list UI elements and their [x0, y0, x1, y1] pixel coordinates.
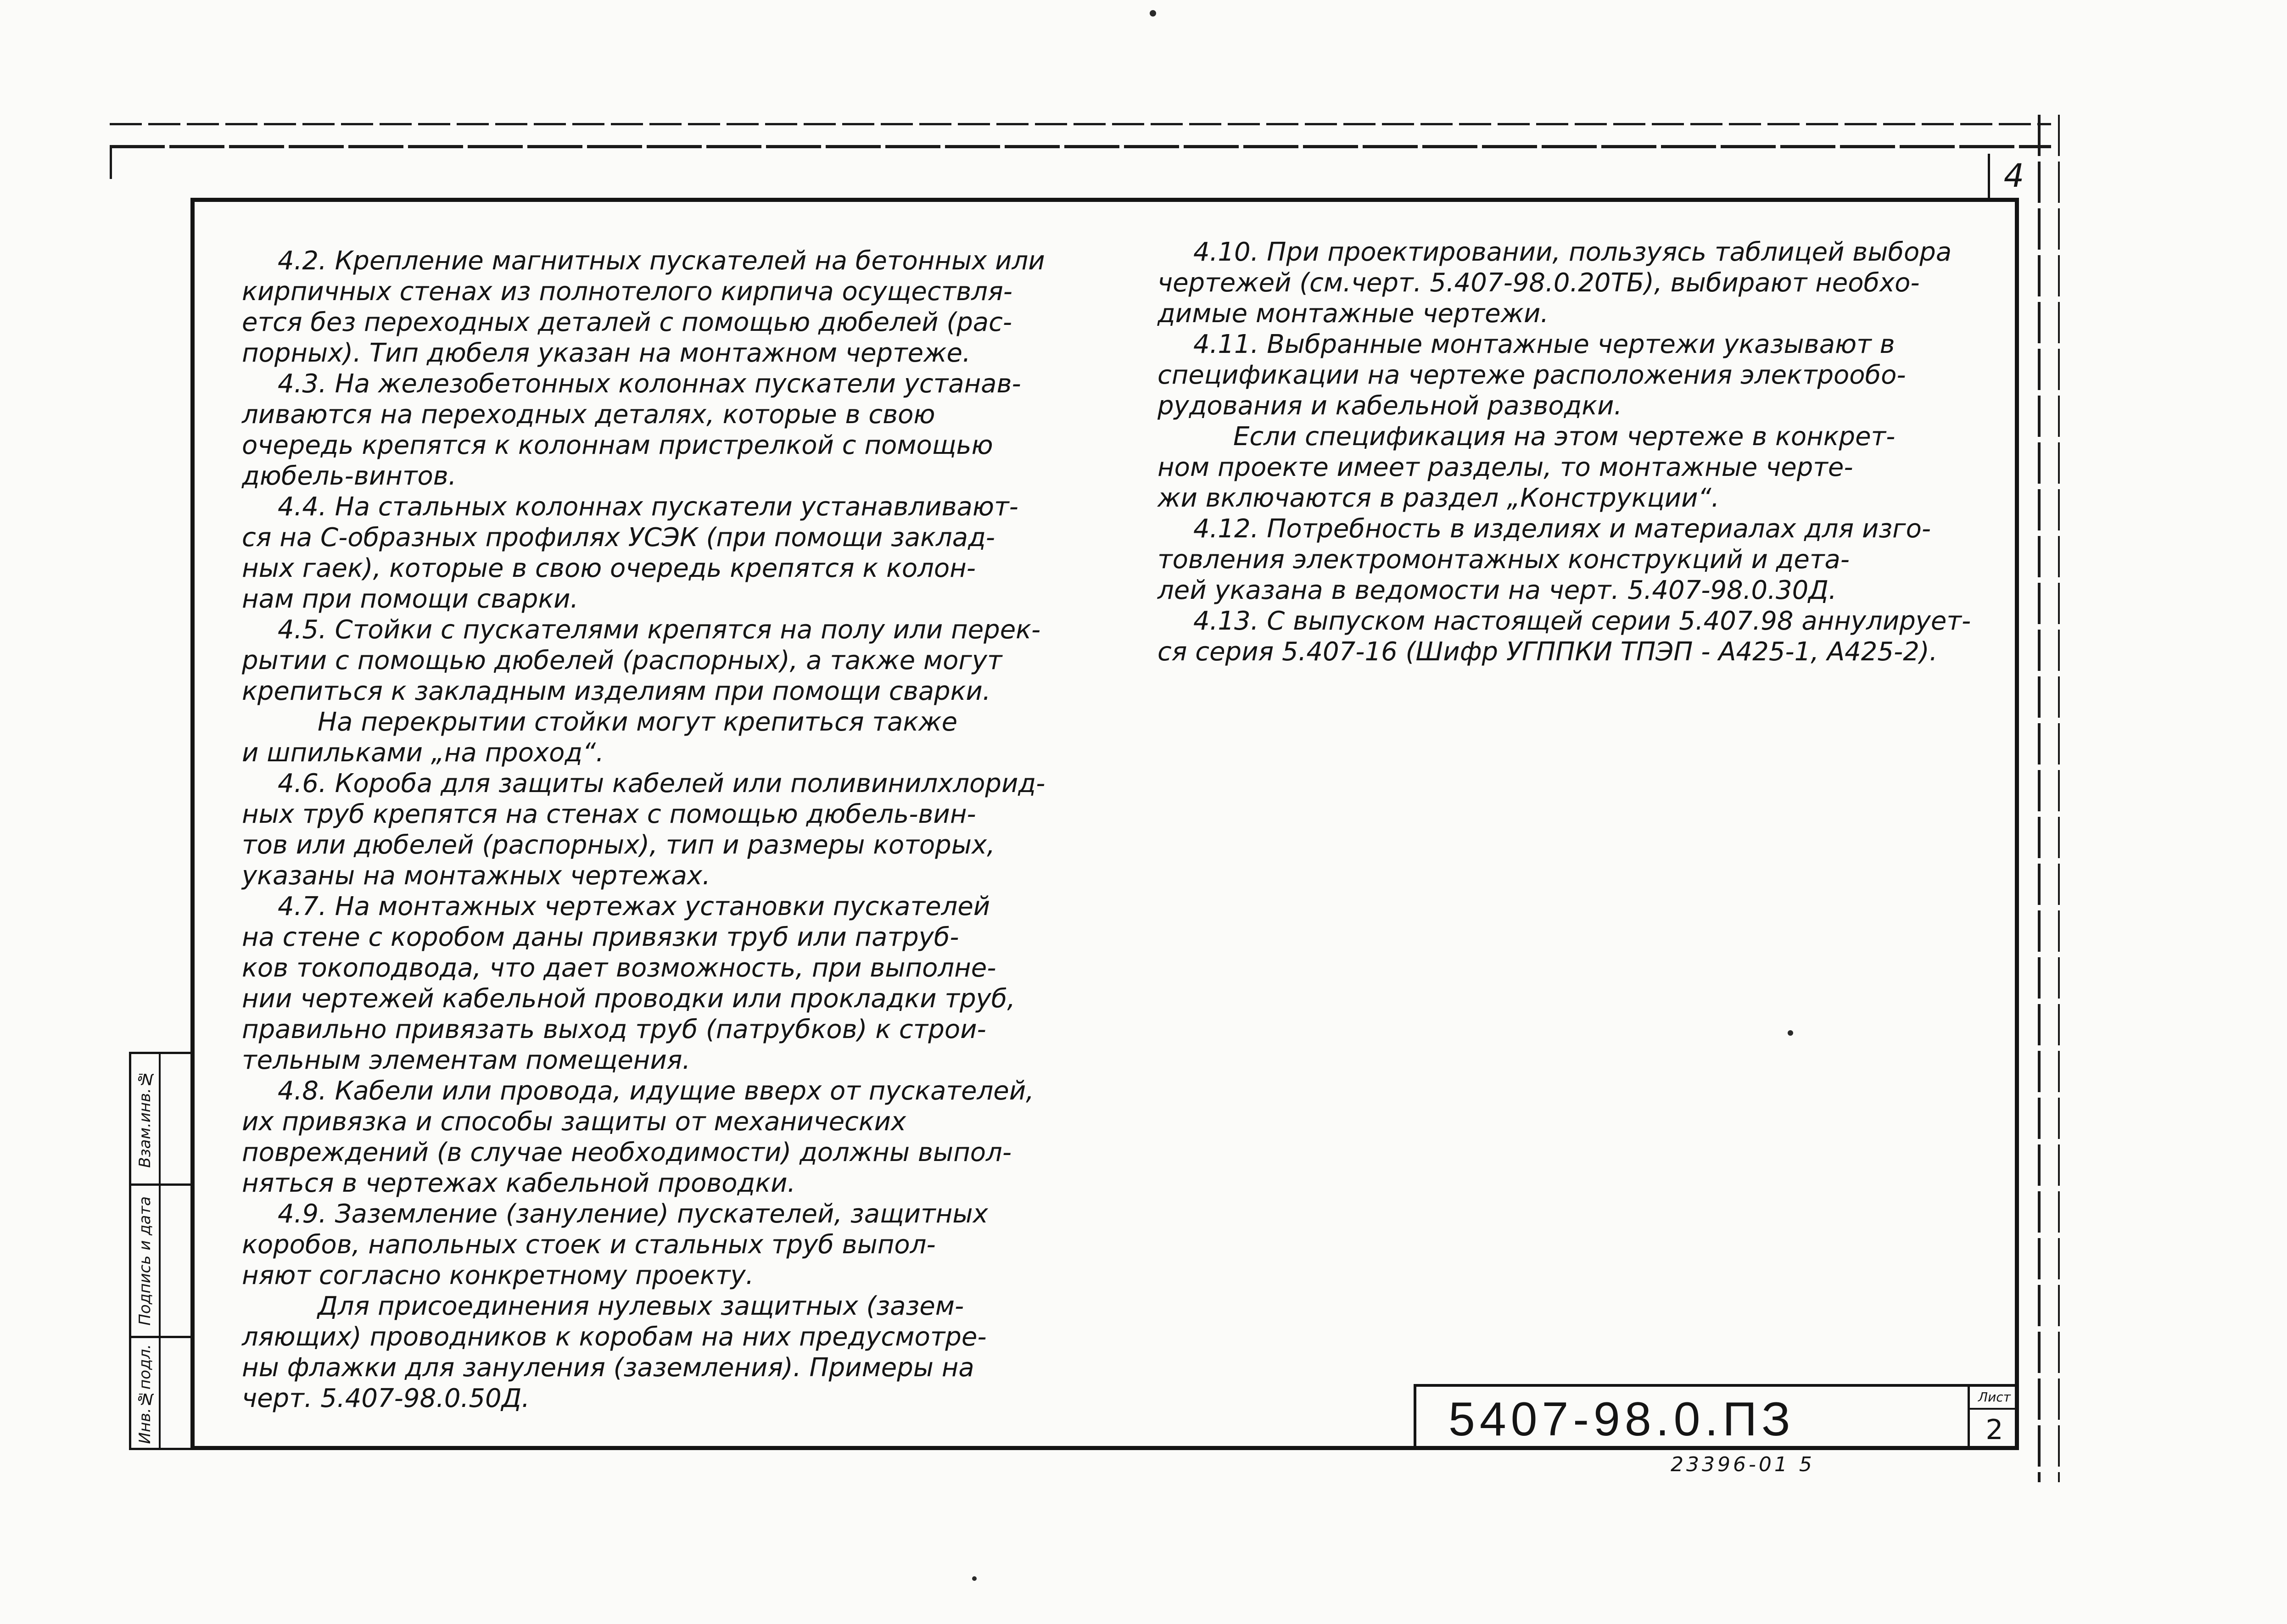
text-line: порных). Тип дюбеля указан на монтажном чертеже.: [242, 338, 971, 368]
text-line: коробов, напольных стоек и стальных труб выпол-: [242, 1230, 936, 1260]
text-line: нам при помощи сварки.: [242, 584, 579, 614]
text-line: товления электромонтажных конструкций и дета-: [1157, 545, 1850, 575]
text-line: 4.11. Выбранные монтажные чертежи указывают в: [1193, 329, 1895, 359]
text-line: указаны на монтажных чертежах.: [242, 861, 710, 891]
scan-speck: [1788, 1030, 1793, 1036]
paragraph: [242, 707, 1137, 768]
text-line: тельным элементам помещения.: [242, 1045, 691, 1075]
stamp-label-cell: [131, 1054, 161, 1183]
document-designation: 5407-98.0.ПЗ: [1448, 1393, 1795, 1446]
text-line: 4.6. Короба для защиты кабелей или поливинилхлорид-: [278, 769, 1046, 798]
text-line: их привязка и способы защиты от механических: [242, 1107, 906, 1137]
sheet-number: 2: [1985, 1414, 2003, 1446]
text-line: черт. 5.407-98.0.50Д.: [242, 1384, 530, 1413]
archive-code: 23396-01 5: [1671, 1453, 1815, 1476]
text-line: ных гаек), которые в свою очередь крепятся к колон-: [242, 553, 976, 583]
right-border-line: [2058, 115, 2060, 1482]
text-line: дюбель-винтов.: [242, 461, 457, 491]
text-line: ков токоподвода, что дает возможность, при выполне-: [242, 953, 996, 983]
text-line: Если спецификация на этом чертеже в конкрет-: [1233, 422, 1896, 452]
text-line: няют согласно конкретному проекту.: [242, 1261, 754, 1290]
stamp-row-inv-original: [131, 1338, 190, 1450]
paragraph: [242, 1076, 1137, 1199]
stamp-label-cell: [131, 1186, 161, 1336]
left-border-tick: [110, 147, 112, 179]
text-line: крепиться к закладным изделиям при помощи сварки.: [242, 676, 991, 706]
paragraph: [242, 891, 1137, 1076]
text-line: и шпильками „на проход“.: [242, 738, 604, 768]
text-line: 4.9. Заземление (зануление) пускателей, защитных: [278, 1199, 988, 1229]
paragraph: [242, 368, 1137, 491]
text-line: ляющих) проводников к коробам на них предусмотре-: [242, 1322, 987, 1352]
text-line: очередь крепятся к колоннам пристрелкой с помощью: [242, 430, 993, 460]
paragraph: [242, 1199, 1137, 1291]
text-line: 4.2. Крепление магнитных пускателей на бетонных или: [278, 246, 1045, 276]
text-line: ется без переходных деталей с помощью дюбелей (рас-: [242, 307, 1012, 337]
text-line: 4.3. На железобетонных колоннах пускатели устанав-: [278, 369, 1021, 399]
text-line: повреждений (в случае необходимости) должны выпол-: [242, 1138, 1012, 1167]
text-line: ном проекте имеет разделы, то монтажные черте-: [1157, 452, 1853, 482]
text-line: ся серия 5.407-16 (Шифр УГППКИ ТПЭП - А425-1, А425-2).: [1157, 637, 1938, 667]
scan-speck: [972, 1576, 977, 1581]
top-border-line: [110, 145, 2051, 148]
text-line: тов или дюбелей (распорных), тип и размеры которых,: [242, 830, 995, 860]
stamp-label-cell: [131, 1338, 161, 1450]
text-line: 4.5. Стойки с пускателями крепятся на полу или перек-: [278, 615, 1041, 645]
corner-sheet-number: 4: [1988, 154, 2038, 198]
paragraph: [242, 768, 1137, 891]
text-line: на стене с коробом даны привязки труб или патруб-: [242, 922, 959, 952]
paragraph: [1157, 421, 2011, 513]
scan-speck: [1150, 10, 1156, 17]
text-line: 4.7. На монтажных чертежах установки пускателей: [278, 892, 990, 921]
text-line: Для присоединения нулевых защитных (зазем-: [318, 1291, 964, 1321]
paragraph: [242, 491, 1137, 614]
text-line: 4.8. Кабели или провода, идущие вверх от пускателей,: [278, 1076, 1034, 1106]
paragraph: [242, 1291, 1137, 1414]
stamp-label-substitute-inv: Взам.инв.№: [136, 1070, 154, 1168]
text-line: ся на С-образных профилях УСЭК (при помощи заклад-: [242, 523, 995, 552]
stamp-row-substitute-inv: [131, 1054, 190, 1186]
text-line: 4.12. Потребность в изделиях и материалах для изго-: [1193, 514, 1931, 544]
text-line: На перекрытии стойки могут крепиться также: [318, 707, 958, 737]
text-line: лей указана в ведомости на черт. 5.407-98.0.30Д.: [1157, 575, 1837, 605]
text-line: 4.13. С выпуском настоящей серии 5.407.98 аннулирует-: [1193, 606, 1971, 636]
paragraph: [242, 614, 1137, 707]
left-text-column: [242, 246, 1137, 1414]
paragraph: [242, 246, 1137, 368]
side-stamp: [129, 1052, 190, 1450]
text-line: кирпичных стенах из полнотелого кирпича осуществля-: [242, 277, 1012, 307]
text-line: нии чертежей кабельной проводки или прокладки труб,: [242, 984, 1016, 1014]
paragraph: [1157, 606, 2011, 667]
right-text-column: [1157, 237, 2011, 667]
text-line: рытии с помощью дюбелей (распорных), а также могут: [242, 646, 1002, 675]
text-line: чертежей (см.черт. 5.407-98.0.20ТБ), выбирают необхо-: [1157, 268, 1920, 298]
sheet-label: Лист: [1970, 1387, 2019, 1410]
paragraph: [1157, 329, 2011, 421]
paragraph: [1157, 513, 2011, 606]
stamp-row-signature-date: [131, 1186, 190, 1338]
title-block: [1414, 1384, 2019, 1450]
stamp-label-signature-date: Подпись и дата: [136, 1196, 154, 1326]
text-line: 4.10. При проектировании, пользуясь таблицей выбора: [1193, 237, 1952, 267]
stamp-label-inv-original: Инв.№подл.: [136, 1344, 154, 1444]
paragraph: [1157, 237, 2011, 329]
text-line: ных труб крепятся на стенах с помощью дюбель-вин-: [242, 799, 976, 829]
text-line: ны флажки для зануления (заземления). Примеры на: [242, 1353, 974, 1383]
text-line: спецификации на чертеже расположения электрообо-: [1157, 360, 1906, 390]
text-line: правильно привязать выход труб (патрубков) к строи-: [242, 1015, 986, 1044]
text-line: димые монтажные чертежи.: [1157, 299, 1549, 329]
text-line: ливаются на переходных деталях, которые в свою: [242, 400, 935, 430]
right-border-line: [2038, 115, 2041, 1482]
text-line: рудования и кабельной разводки.: [1157, 391, 1622, 421]
text-line: жи включаются в раздел „Конструкции“.: [1157, 483, 1720, 513]
sheet-number-box: [1968, 1387, 2019, 1450]
text-line: няться в чертежах кабельной проводки.: [242, 1168, 796, 1198]
top-border-line: [110, 123, 2051, 125]
text-line: 4.4. На стальных колоннах пускатели устанавливают-: [278, 492, 1018, 522]
